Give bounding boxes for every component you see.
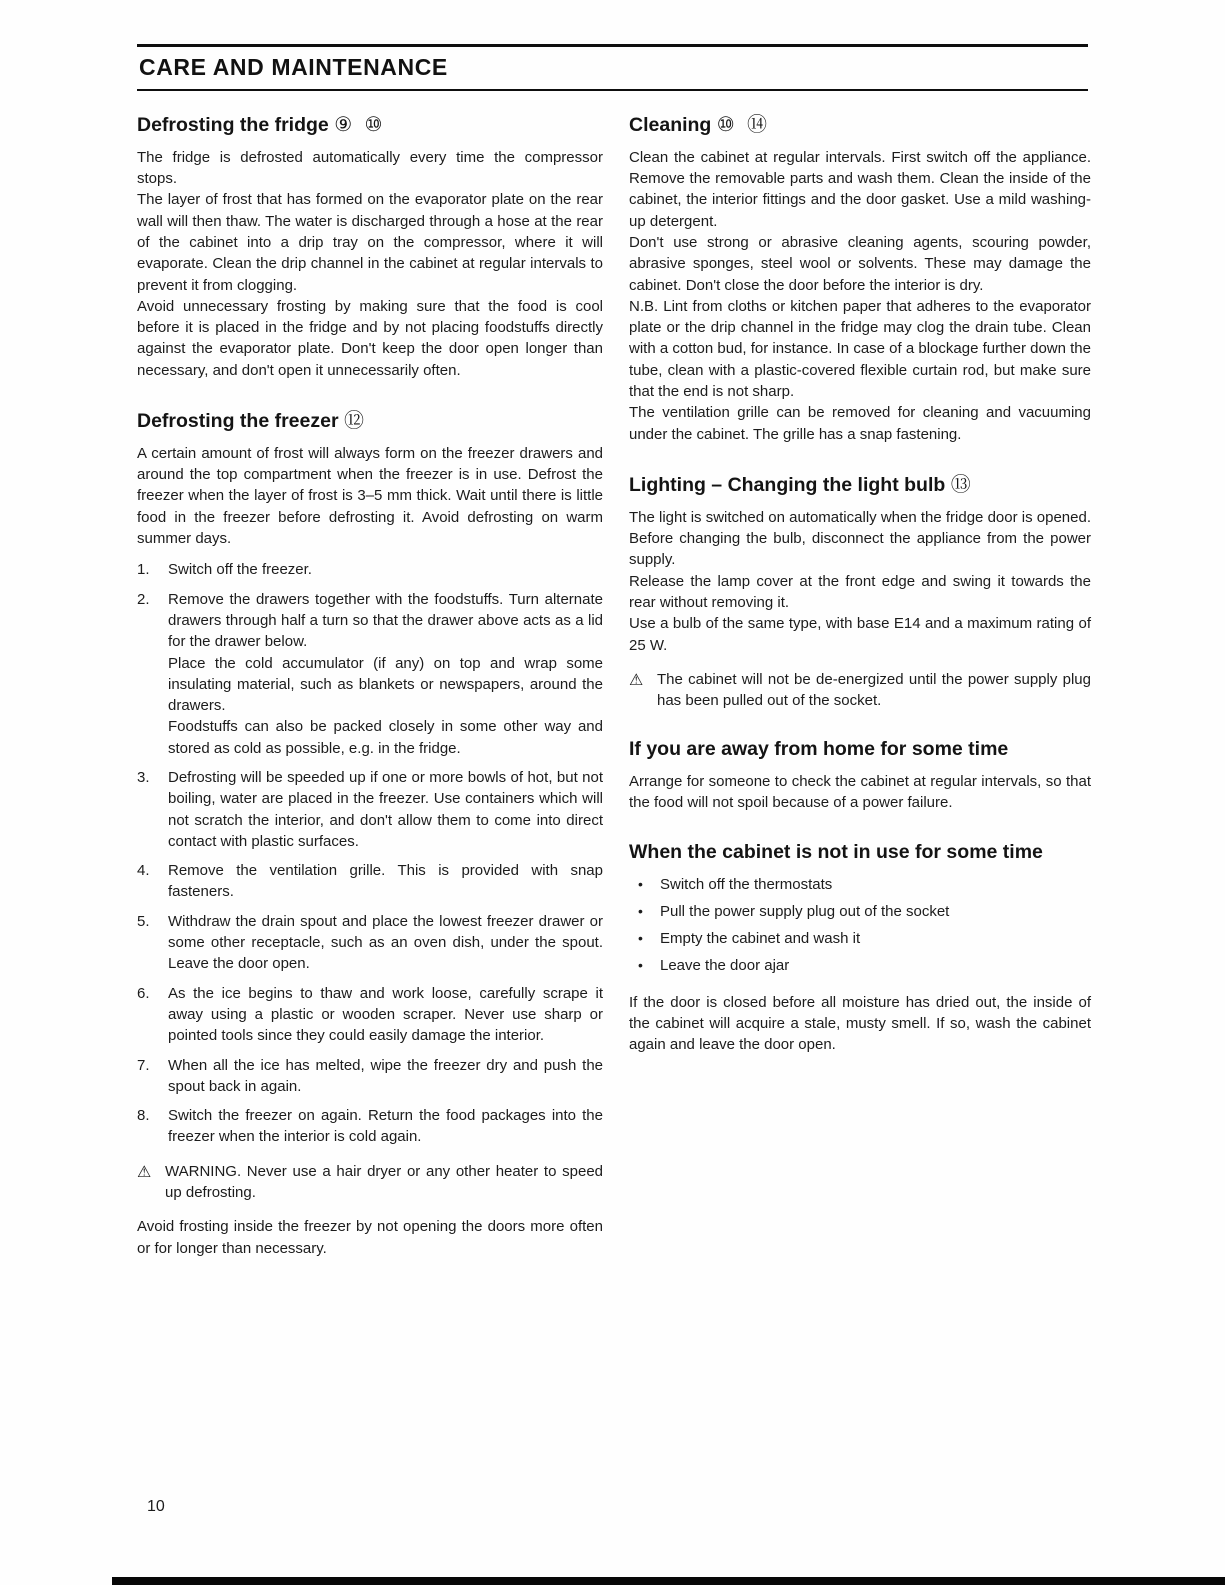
- bullet-icon: •: [638, 930, 643, 947]
- scan-artifact-bar: [112, 1577, 1225, 1585]
- list-item: [629, 928, 1091, 949]
- list-item: [137, 767, 603, 852]
- step-body: [168, 589, 603, 759]
- page-title: CARE AND MAINTENANCE: [139, 54, 448, 80]
- list-item: [137, 559, 603, 580]
- warning-note: [137, 1161, 603, 1204]
- step-number: 2.: [137, 590, 150, 608]
- header-rule-bottom: [137, 89, 1088, 91]
- section-title-text: Defrosting the fridge: [137, 114, 329, 136]
- step-number: 6.: [137, 984, 150, 1002]
- step-body: [168, 767, 603, 852]
- step-text: Withdraw the drain spout and place the lowest freezer drawer or some other receptacle, such as an oven dish, under the spout. Leave the door open.: [168, 912, 603, 973]
- step-body: [168, 1055, 603, 1098]
- paragraph: N.B. Lint from cloths or kitchen paper that adheres to the evaporator plate or the drip channel in the fridge may clog the drain tube. Clean with a cotton bud, for instance. In case of a blockage further down the tube, clean with a plastic-covered flexible curtain rod, but make sure that the end is not sharp.: [629, 297, 1091, 401]
- list-item: [629, 874, 1091, 895]
- section-heading: [629, 112, 1091, 138]
- bullet-icon: •: [638, 875, 643, 892]
- paragraph: Avoid frosting inside the freezer by not opening the doors more often or for longer than necessary.: [137, 1218, 603, 1257]
- step-number: 5.: [137, 912, 150, 930]
- paragraph: Avoid unnecessary frosting by making sure that the food is cool before it is placed in the fridge and by not placing foodstuffs directly against the evaporator plate. Don't keep the door open longer than necessary, and don't open it unnecessarily often.: [137, 297, 603, 379]
- circled-ref-icons: ⑨ ⑩: [334, 112, 386, 136]
- step-number: 4.: [137, 862, 150, 880]
- paragraph: Clean the cabinet at regular intervals. First switch off the appliance. Remove the removable parts and wash them. Clean the inside of the cabinet, the interior fittings and the door gasket. Use a mild washing-up detergent.: [629, 148, 1091, 230]
- warning-note: [629, 669, 1091, 712]
- warning-text: WARNING. Never use a hair dryer or any other heater to speed up defrosting.: [165, 1162, 603, 1202]
- warning-icon: ⚠: [137, 1161, 152, 1181]
- paragraph: Release the lamp cover at the front edge and swing it towards the rear without removing it.: [629, 572, 1091, 611]
- list-item: [137, 860, 603, 903]
- step-number: 8.: [137, 1107, 150, 1125]
- step-text: When all the ice has melted, wipe the freezer dry and push the spout back in again.: [168, 1056, 603, 1095]
- bullet-text: Empty the cabinet and wash it: [660, 930, 861, 948]
- bullet-text: Pull the power supply plug out of the socket: [660, 902, 950, 920]
- step-text: As the ice begins to thaw and work loose, carefully scrape it away using a plastic or wooden scraper. Never use sharp or pointed tools since they could easily damage the interior.: [168, 984, 603, 1045]
- section-cleaning: [629, 112, 1091, 445]
- section-defrosting-fridge: [137, 112, 603, 381]
- list-item: [137, 1105, 603, 1148]
- section-heading: [629, 841, 1091, 865]
- section-heading: [137, 112, 603, 138]
- step-body: [168, 559, 603, 580]
- step-text: Foodstuffs can also be packed closely in some other way and stored as cold as possible, e.g. in the fridge.: [168, 718, 603, 757]
- warning-icon: ⚠: [629, 669, 644, 689]
- page-number: 10: [147, 1498, 165, 1515]
- paragraph: Use a bulb of the same type, with base E14 and a maximum rating of 25 W.: [629, 615, 1091, 654]
- paragraph: The ventilation grille can be removed for cleaning and vacuuming under the cabinet. The grille has a snap fastening.: [629, 404, 1091, 443]
- list-item: [137, 589, 603, 759]
- section-title-text: If you are away from home for some time: [629, 738, 1009, 761]
- bullet-icon: •: [638, 957, 643, 974]
- section-title-text: Lighting – Changing the light bulb: [629, 473, 946, 496]
- step-number: 3.: [137, 768, 150, 786]
- step-number: 7.: [137, 1056, 150, 1074]
- section-heading: [629, 472, 1091, 498]
- paragraph: The layer of frost that has formed on the evaporator plate on the rear wall will then thaw. The water is discharged through a hose at the rear of the cabinet into a drip tray on the compressor, where it will evaporate. Clean the drip channel in the cabinet at regular intervals to prevent it from clogging.: [137, 191, 603, 294]
- section-defrosting-freezer: [137, 408, 603, 1259]
- left-column: [137, 112, 603, 1286]
- paragraph: The light is switched on automatically when the fridge door is opened. Before changing the bulb, disconnect the appliance from the power supply.: [629, 508, 1091, 569]
- step-body: [168, 983, 603, 1047]
- bullet-text: Leave the door ajar: [660, 957, 790, 975]
- bullet-icon: •: [638, 902, 643, 919]
- numbered-steps: [137, 559, 603, 1147]
- step-body: [168, 911, 603, 975]
- section-away-from-home: [629, 738, 1091, 813]
- step-text: Remove the ventilation grille. This is provided with snap fasteners.: [168, 862, 603, 901]
- paragraph: Arrange for someone to check the cabinet at regular intervals, so that the food will not spoil because of a power failure.: [629, 773, 1091, 812]
- bullet-list: [629, 874, 1091, 977]
- step-text: Switch the freezer on again. Return the food packages into the freezer when the interior is cold again.: [168, 1107, 603, 1146]
- section-title-text: When the cabinet is not in use for some time: [629, 840, 1043, 863]
- paragraph: A certain amount of frost will always form on the freezer drawers and around the top compartment when the freezer is in use. Defrost the freezer when the layer of frost is 3–5 mm thick. Wait until there is little food in the freezer before defrosting it. Avoid defrosting on warm summer days.: [137, 444, 603, 548]
- warning-text: The cabinet will not be de-energized until the power supply plug has been pulled out of the socket.: [657, 670, 1091, 710]
- paragraph: If the door is closed before all moisture has dried out, the inside of the cabinet will acquire a stale, musty smell. If so, wash the cabinet again and leave the door open.: [629, 993, 1091, 1054]
- list-item: [629, 955, 1091, 976]
- page-header: [137, 44, 1088, 91]
- section-title-text: Defrosting the freezer: [137, 410, 339, 433]
- list-item: [137, 983, 603, 1047]
- circled-ref-icons: ⑩ ⑭: [716, 112, 771, 136]
- circled-ref-icons: ⑬: [950, 471, 974, 496]
- step-number: 1.: [137, 561, 150, 579]
- section-lighting: [629, 472, 1091, 711]
- step-body: [168, 860, 603, 903]
- bullet-text: Switch off the thermostats: [660, 875, 833, 893]
- step-body: [168, 1105, 603, 1148]
- step-text: Remove the drawers together with the foodstuffs. Turn alternate drawers through half a turn so that the drawer above acts as a lid for the drawer below.: [168, 590, 603, 651]
- paragraph: The fridge is defrosted automatically every time the compressor stops.: [137, 148, 603, 188]
- list-item: [137, 1055, 603, 1098]
- right-column: [629, 112, 1091, 1083]
- step-text: Switch off the freezer.: [168, 561, 312, 579]
- section-title-text: Cleaning: [629, 114, 712, 136]
- section-not-in-use: [629, 841, 1091, 1056]
- step-text: Defrosting will be speeded up if one or more bowls of hot, but not boiling, water are placed in the freezer. Use containers which will not scratch the interior, and don't allow them to come into direct contact with plastic surfaces.: [168, 768, 603, 850]
- section-heading: [137, 408, 603, 434]
- circled-ref-icons: ⑫: [343, 408, 367, 433]
- step-text: Place the cold accumulator (if any) on top and wrap some insulating material, such as blankets or newspapers, around the drawers.: [168, 654, 603, 715]
- section-heading: [629, 738, 1091, 762]
- list-item: [137, 911, 603, 975]
- paragraph: Don't use strong or abrasive cleaning agents, scouring powder, abrasive sponges, steel wool or solvents. These may damage the cabinet. Don't close the door before the interior is dry.: [629, 233, 1091, 294]
- list-item: [629, 901, 1091, 922]
